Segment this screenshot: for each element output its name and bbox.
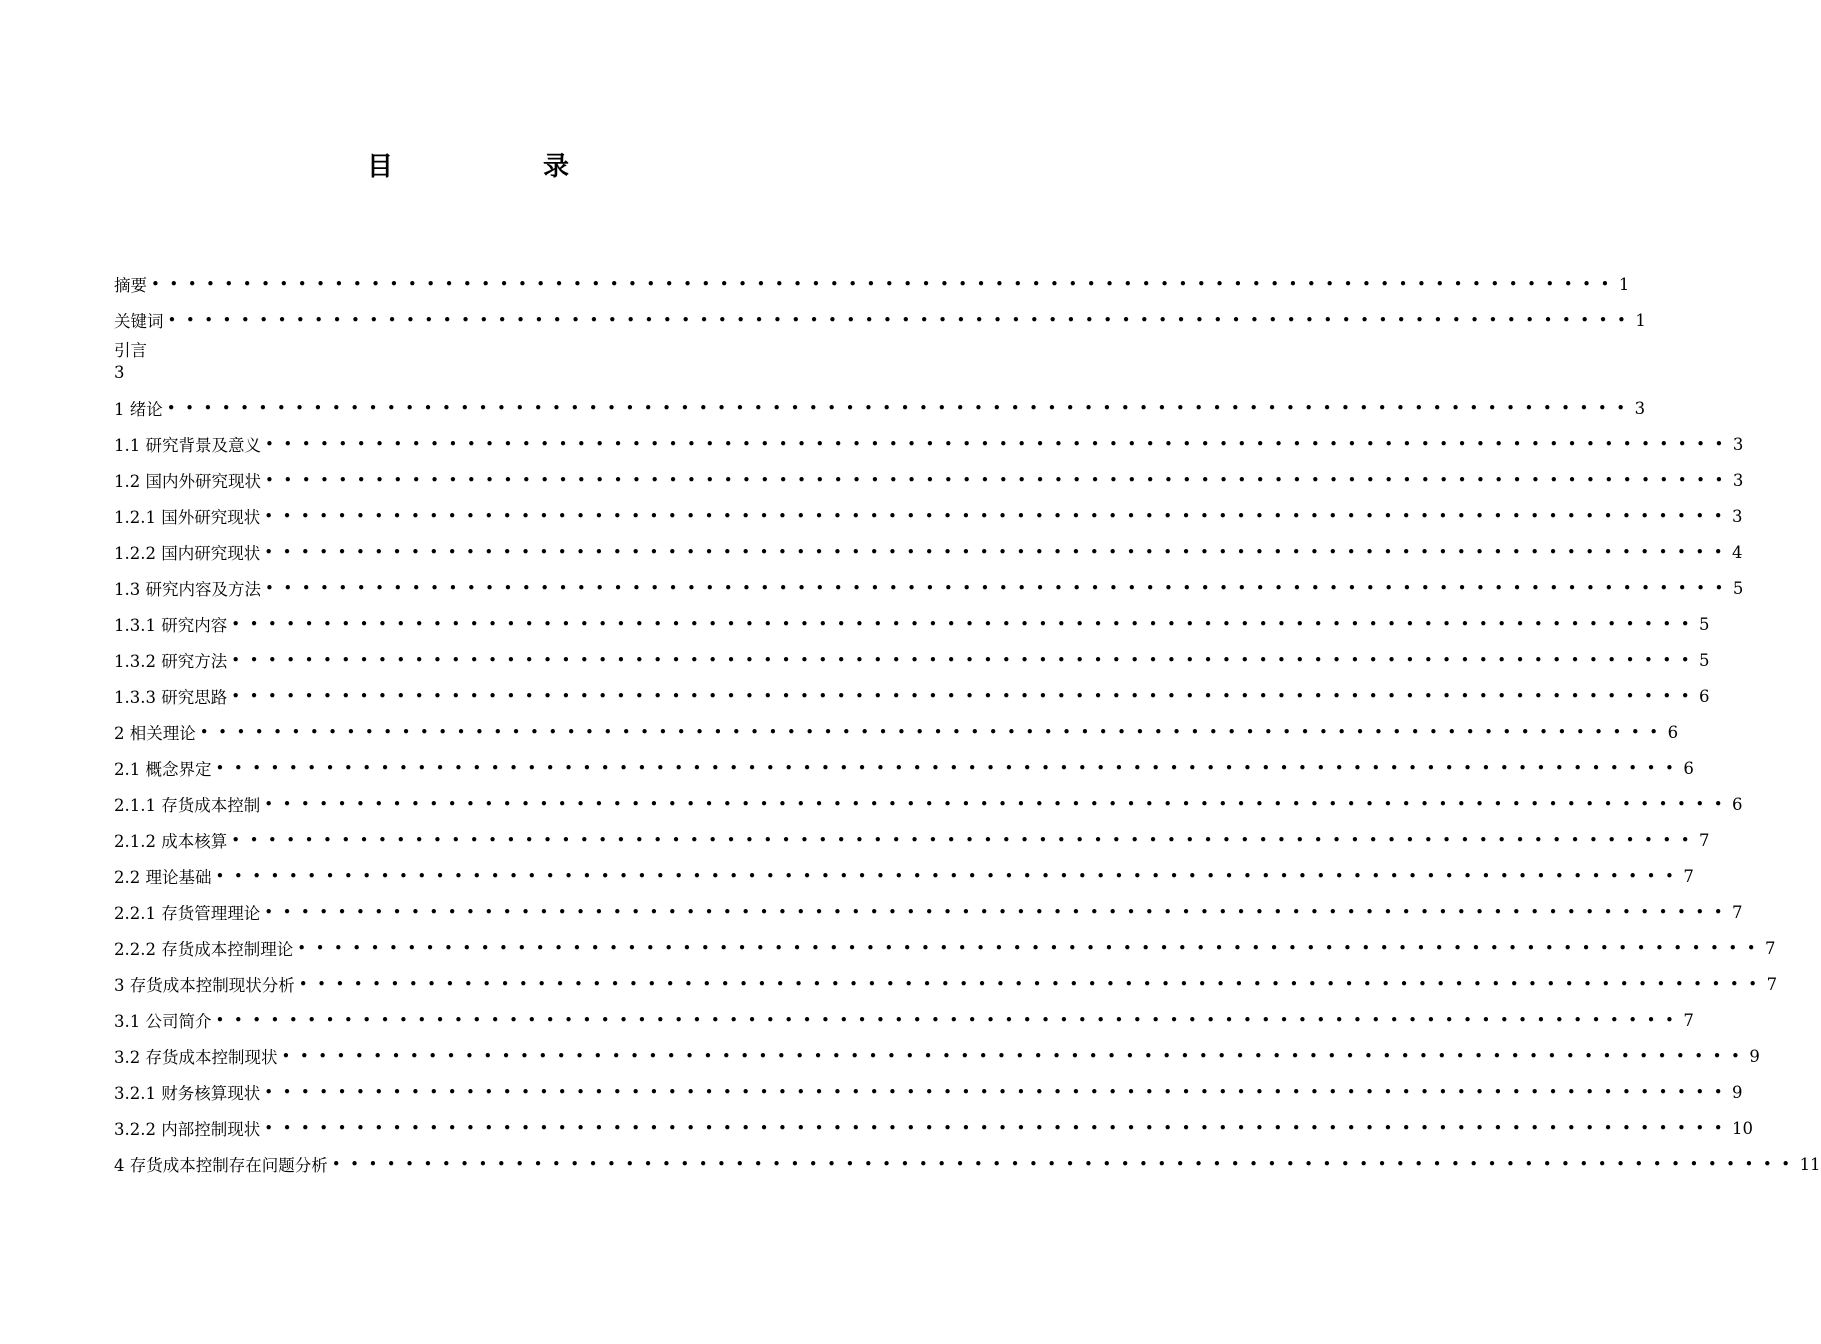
toc-entry[interactable] xyxy=(114,266,1630,302)
toc-entry-label: 1.3 研究内容及方法 xyxy=(114,580,261,599)
table-of-contents xyxy=(114,266,1821,1182)
toc-dot-leader: •••••••••••••••••••••••••••••••••••••••••••••••••••••••••••••••••••••••••••••••• xyxy=(231,686,1700,705)
toc-dot-leader: •••••••••••••••••••••••••••••••••••••••••••••••••••••••••••••••••••••••••••••••• xyxy=(167,310,1636,329)
toc-entry-page-number: 9 xyxy=(1749,1046,1760,1066)
toc-dot-leader: •••••••••••••••••••••••••••••••••••••••••••••••••••••••••••••••••••••••••••••••• xyxy=(231,650,1700,669)
toc-entry-label: 3.2.1 财务核算现状 xyxy=(114,1084,261,1103)
toc-dot-leader: •••••••••••••••••••••••••••••••••••••••••••••••••••••••••••••••••••••••••••••••• xyxy=(264,902,1733,921)
toc-dot-leader: •••••••••••••••••••••••••••••••••••••••••••••••••••••••••••••••••••••••••••••••• xyxy=(215,758,1684,777)
toc-entry[interactable] xyxy=(114,786,1743,822)
toc-entry-label: 3.2.2 内部控制现状 xyxy=(114,1120,261,1139)
toc-entry-page-number: 7 xyxy=(1683,866,1694,886)
toc-entry-page-number: 7 xyxy=(1765,938,1776,958)
toc-entry[interactable] xyxy=(114,858,1694,894)
toc-dot-leader: •••••••••••••••••••••••••••••••••••••••••••••••••••••••••••••••••••••••••••••••• xyxy=(297,938,1766,957)
toc-entry-page-number: 6 xyxy=(1699,686,1710,706)
toc-entry[interactable] xyxy=(114,498,1743,534)
toc-dot-leader: •••••••••••••••••••••••••••••••••••••••••••••••••••••••••••••••••••••••••••••••• xyxy=(265,470,1733,489)
toc-entry[interactable] xyxy=(114,426,1744,462)
toc-entry-page-number: 7 xyxy=(1732,902,1743,922)
toc-dot-leader: •••••••••••••••••••••••••••••••••••••••••••••••••••••••••••••••••••••••••••••••• xyxy=(281,1046,1750,1065)
toc-entry-page-number: 1 xyxy=(1635,310,1646,330)
toc-entry[interactable] xyxy=(114,642,1710,678)
toc-entry[interactable] xyxy=(114,534,1743,570)
toc-entry-label: 1.3.1 研究内容 xyxy=(114,616,228,635)
toc-dot-leader: •••••••••••••••••••••••••••••••••••••••••••••••••••••••••••••••••••••••••••••••• xyxy=(215,1010,1684,1029)
toc-entry-label: 2.1 概念界定 xyxy=(114,760,212,779)
toc-dot-leader: •••••••••••••••••••••••••••••••••••••••••••••••••••••••••••••••••••••••••••••••• xyxy=(264,794,1733,813)
toc-entry-label: 2.2.1 存货管理理论 xyxy=(114,904,261,923)
toc-entry-page-number: 9 xyxy=(1732,1082,1743,1102)
toc-entry-label: 引言 xyxy=(114,341,147,360)
toc-entry-page-number: 1 xyxy=(1618,274,1630,294)
toc-entry-page-number: 5 xyxy=(1732,578,1744,598)
toc-entry-page-number: 6 xyxy=(1683,758,1694,778)
toc-entry-page-number: 7 xyxy=(1699,830,1710,850)
toc-entry[interactable] xyxy=(114,606,1710,642)
toc-entry[interactable] xyxy=(114,822,1710,858)
toc-entry-label: 3.2 存货成本控制现状 xyxy=(114,1048,278,1067)
toc-dot-leader: •••••••••••••••••••••••••••••••••••••••••••••••••••••••••••••••••••••••••••••••• xyxy=(151,274,1619,293)
toc-entry-label: 1.3.2 研究方法 xyxy=(114,652,228,671)
toc-entry[interactable] xyxy=(114,1146,1821,1182)
toc-entry-page-number: 10 xyxy=(1732,1118,1754,1138)
toc-entry-label: 3.1 公司简介 xyxy=(114,1012,212,1031)
toc-entry-label: 2 相关理论 xyxy=(114,724,196,743)
toc-entry-page-number: 5 xyxy=(1699,614,1710,634)
toc-dot-leader: •••••••••••••••••••••••••••••••••••••••••••••••••••••••••••••••••••••••••••••••• xyxy=(199,722,1668,741)
toc-entry-page-number: 3 xyxy=(1634,398,1646,418)
toc-entry-label: 1.2.2 国内研究现状 xyxy=(114,544,261,563)
toc-entry-page-number: 11 xyxy=(1799,1154,1821,1174)
toc-entry-page-number: 7 xyxy=(1766,974,1778,994)
toc-entry-page-number: 6 xyxy=(1667,722,1679,742)
toc-entry-page-number: 3 xyxy=(1732,470,1744,490)
toc-entry-label: 1 绪论 xyxy=(114,400,163,419)
toc-dot-leader: •••••••••••••••••••••••••••••••••••••••••••••••••••••••••••••••••••••••••••••••• xyxy=(264,506,1733,525)
toc-entry[interactable] xyxy=(114,1110,1754,1146)
toc-entry[interactable] xyxy=(114,570,1744,606)
toc-dot-leader: •••••••••••••••••••••••••••••••••••••••••••••••••••••••••••••••••••••••••••••••• xyxy=(265,578,1733,597)
toc-entry-page-number: 3 xyxy=(1732,506,1743,526)
toc-dot-leader: •••••••••••••••••••••••••••••••••••••••••••••••••••••••••••••••••••••••••••••••• xyxy=(231,614,1700,633)
toc-entry[interactable] xyxy=(114,338,860,390)
toc-entry[interactable] xyxy=(114,390,1646,426)
page-title: 目 录 xyxy=(366,152,631,182)
toc-entry[interactable] xyxy=(114,678,1710,714)
toc-dot-leader: •••••••••••••••••••••••••••••••••••••••••••••••••••••••••••••••••••••••••••••••• xyxy=(231,830,1700,849)
toc-dot-leader: •••••••••••••••••••••••••••••••••••••••••••••••••••••••••••••••••••••••••••••••• xyxy=(215,866,1684,885)
toc-entry[interactable] xyxy=(114,750,1694,786)
toc-entry-label: 2.1.1 存货成本控制 xyxy=(114,796,261,815)
toc-entry[interactable] xyxy=(114,1002,1694,1038)
toc-entry[interactable] xyxy=(114,1074,1743,1110)
toc-dot-leader: •••••••••••••••••••••••••••••••••••••••••••••••••••••••••••••••••••••••••••••••• xyxy=(264,1118,1733,1137)
toc-dot-leader: •••••••••••••••••••••••••••••••••••••••••••••••••••••••••••••••••••••••••••••••• xyxy=(298,974,1767,993)
toc-entry[interactable] xyxy=(114,462,1744,498)
toc-entry-label: 1.3.3 研究思路 xyxy=(114,688,228,707)
toc-dot-leader: •••••••••••••••••••••••••••••••••••••••••••••••••••••••••••••••••••••••••••••••• xyxy=(264,542,1733,561)
toc-dot-leader: •••••••••••••••••••••••••••••••••••••••••••••••••••••••••••••••••••••••••••••••• xyxy=(265,434,1733,453)
toc-entry-page-number: 6 xyxy=(1732,794,1743,814)
toc-entry-page-number: 4 xyxy=(1732,542,1743,562)
toc-entry[interactable] xyxy=(114,894,1743,930)
toc-entry-label: 4 存货成本控制存在问题分析 xyxy=(114,1156,328,1175)
toc-entry-label: 3 存货成本控制现状分析 xyxy=(114,976,295,995)
toc-entry-label: 2.2 理论基础 xyxy=(114,868,212,887)
toc-entry[interactable] xyxy=(114,1038,1760,1074)
toc-entry-page-number: 5 xyxy=(1699,650,1710,670)
toc-entry-label: 1.2 国内外研究现状 xyxy=(114,472,261,491)
toc-entry-label: 1.1 研究背景及意义 xyxy=(114,436,261,455)
toc-entry-label: 2.2.2 存货成本控制理论 xyxy=(114,940,294,959)
toc-dot-leader: •••••••••••••••••••••••••••••••••••••••••••••••••••••••••••••••••••••••••••••••• xyxy=(264,1082,1733,1101)
toc-entry-page-number: 3 xyxy=(1732,434,1744,454)
toc-entry-label: 摘要 xyxy=(114,276,147,295)
toc-entry-page-number: 3 xyxy=(114,363,125,382)
toc-entry-page-number: 7 xyxy=(1683,1010,1694,1030)
toc-dot-leader: •••••••••••••••••••••••••••••••••••••••••••••••••••••••••••••••••••••••••••••••• xyxy=(166,398,1635,417)
toc-entry[interactable] xyxy=(114,966,1778,1002)
toc-dot-leader: •••••••••••••••••••••••••••••••••••••••••••••••••••••••••••••••••••••••••••••••• xyxy=(331,1154,1800,1173)
toc-entry-label: 2.1.2 成本核算 xyxy=(114,832,228,851)
toc-entry[interactable] xyxy=(114,930,1776,966)
toc-entry-label: 关键词 xyxy=(114,312,164,331)
toc-entry[interactable] xyxy=(114,714,1679,750)
toc-entry-label: 1.2.1 国外研究现状 xyxy=(114,508,261,527)
toc-entry[interactable] xyxy=(114,302,1646,338)
